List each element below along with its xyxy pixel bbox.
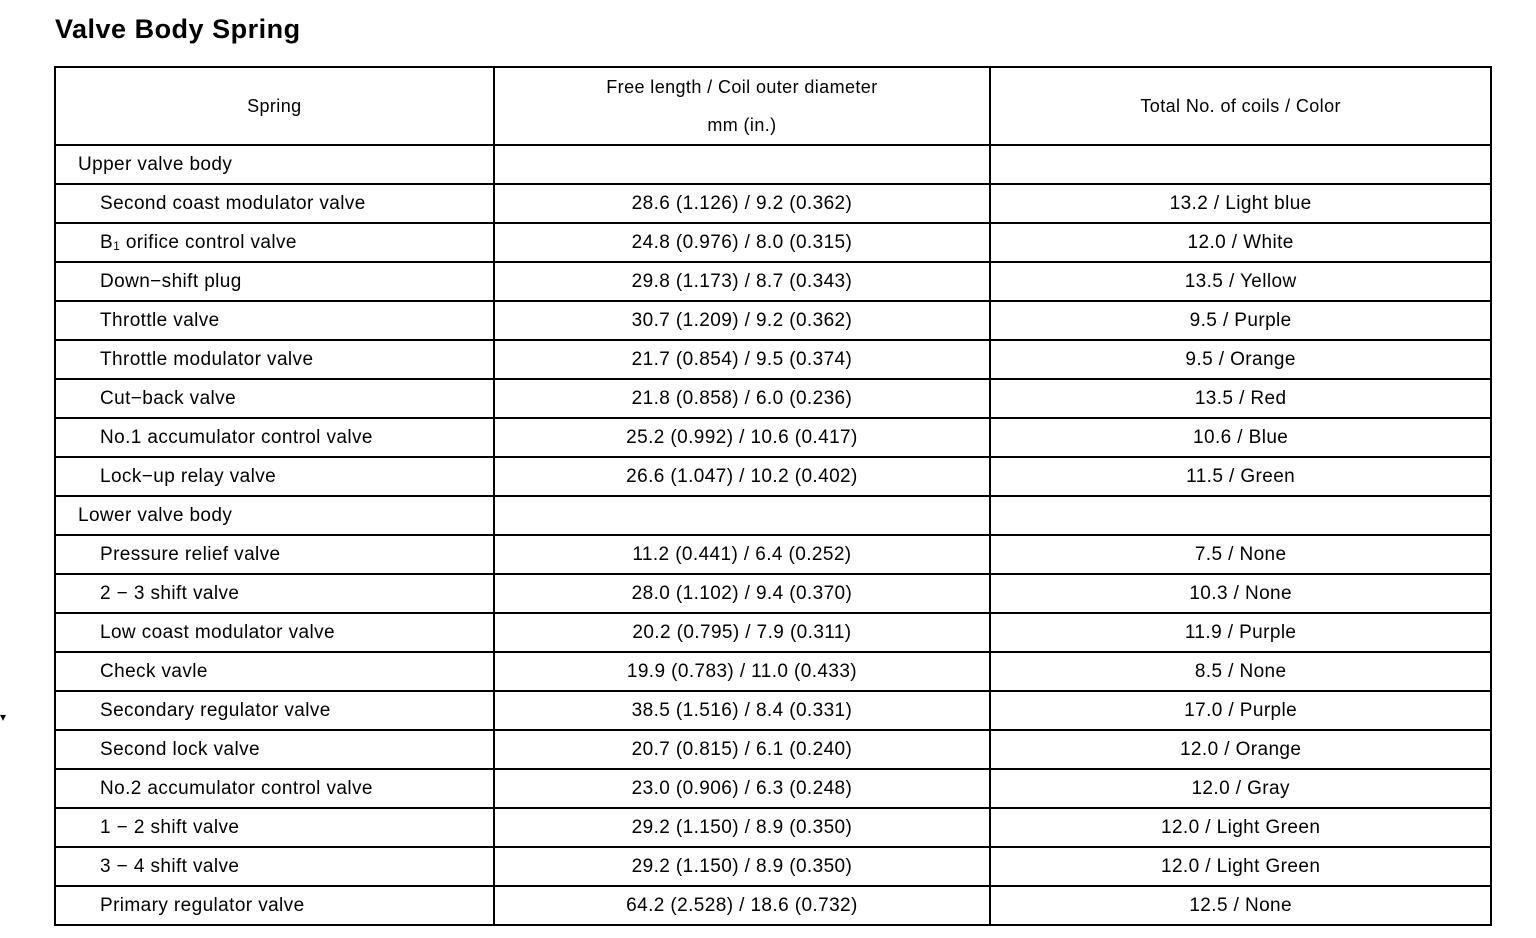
table-row [55,808,1491,847]
table-row [55,769,1491,808]
empty-cell [990,145,1491,184]
table-group-row [55,145,1491,184]
valve-body-spring-table [54,66,1492,926]
column-header-free-length [494,67,991,145]
table-group-row [55,496,1491,535]
spring-name-cell: 3 − 4 shift valve [55,847,494,886]
empty-cell [494,145,991,184]
free-length-cell: 29.8 (1.173) / 8.7 (0.343) [494,262,991,301]
spring-name-suffix: orifice control valve [120,231,297,253]
spring-name-cell: Primary regulator valve [55,886,494,925]
spring-name-cell: No.1 accumulator control valve [55,418,494,457]
spring-name-cell: Second lock valve [55,730,494,769]
table-row [55,652,1491,691]
column-header-free-length-line1: Free length / Coil outer diameter [606,77,878,97]
coils-color-cell: 12.0 / Gray [990,769,1491,808]
spring-name-cell: Cut−back valve [55,379,494,418]
table-row [55,184,1491,223]
spring-name-cell: 1 − 2 shift valve [55,808,494,847]
table-row [55,340,1491,379]
free-length-cell: 38.5 (1.516) / 8.4 (0.331) [494,691,991,730]
free-length-cell: 64.2 (2.528) / 18.6 (0.732) [494,886,991,925]
free-length-cell: 19.9 (0.783) / 11.0 (0.433) [494,652,991,691]
table-row [55,262,1491,301]
coils-color-cell: 8.5 / None [990,652,1491,691]
table-row [55,535,1491,574]
spring-name-cell: Second coast modulator valve [55,184,494,223]
table-row [55,223,1491,262]
free-length-cell: 25.2 (0.992) / 10.6 (0.417) [494,418,991,457]
empty-cell [990,496,1491,535]
spring-name-cell: No.2 accumulator control valve [55,769,494,808]
table-row [55,730,1491,769]
coils-color-cell: 10.6 / Blue [990,418,1491,457]
free-length-cell: 29.2 (1.150) / 8.9 (0.350) [494,847,991,886]
spring-name-cell: Throttle modulator valve [55,340,494,379]
coils-color-cell: 12.0 / White [990,223,1491,262]
coils-color-cell: 11.5 / Green [990,457,1491,496]
table-row [55,613,1491,652]
spring-name-subscript: 1 [113,238,121,253]
spring-name-cell: Check vavle [55,652,494,691]
group-label: Upper valve body [55,145,494,184]
table-body [55,145,1491,925]
table-row [55,847,1491,886]
table-row [55,418,1491,457]
free-length-cell: 23.0 (0.906) / 6.3 (0.248) [494,769,991,808]
margin-mark: ▾ [0,710,7,724]
spring-name-cell: Lock−up relay valve [55,457,494,496]
empty-cell [494,496,991,535]
free-length-cell: 28.0 (1.102) / 9.4 (0.370) [494,574,991,613]
spring-name-cell: Pressure relief valve [55,535,494,574]
coils-color-cell: 9.5 / Orange [990,340,1491,379]
free-length-cell: 30.7 (1.209) / 9.2 (0.362) [494,301,991,340]
coils-color-cell: 13.2 / Light blue [990,184,1491,223]
free-length-cell: 20.2 (0.795) / 7.9 (0.311) [494,613,991,652]
coils-color-cell: 13.5 / Red [990,379,1491,418]
table-row [55,574,1491,613]
free-length-cell: 26.6 (1.047) / 10.2 (0.402) [494,457,991,496]
spring-name-prefix: B [100,231,114,253]
spring-name-cell: Low coast modulator valve [55,613,494,652]
coils-color-cell: 9.5 / Purple [990,301,1491,340]
table-header-row [55,67,1491,145]
spring-name-cell [55,223,494,262]
column-header-free-length-line2: mm (in.) [707,115,777,135]
table-row [55,457,1491,496]
free-length-cell: 21.8 (0.858) / 6.0 (0.236) [494,379,991,418]
spring-name-cell: Secondary regulator valve [55,691,494,730]
page-title: Valve Body Spring [55,14,301,44]
table-row [55,886,1491,925]
column-header-spring: Spring [55,67,494,145]
coils-color-cell: 12.0 / Orange [990,730,1491,769]
spring-name-cell: Down−shift plug [55,262,494,301]
table-row [55,379,1491,418]
coils-color-cell: 13.5 / Yellow [990,262,1491,301]
coils-color-cell: 12.0 / Light Green [990,847,1491,886]
free-length-cell: 28.6 (1.126) / 9.2 (0.362) [494,184,991,223]
free-length-cell: 20.7 (0.815) / 6.1 (0.240) [494,730,991,769]
free-length-cell: 24.8 (0.976) / 8.0 (0.315) [494,223,991,262]
free-length-cell: 21.7 (0.854) / 9.5 (0.374) [494,340,991,379]
coils-color-cell: 11.9 / Purple [990,613,1491,652]
coils-color-cell: 17.0 / Purple [990,691,1491,730]
coils-color-cell: 12.0 / Light Green [990,808,1491,847]
free-length-cell: 11.2 (0.441) / 6.4 (0.252) [494,535,991,574]
coils-color-cell: 12.5 / None [990,886,1491,925]
spring-name-cell: 2 − 3 shift valve [55,574,494,613]
coils-color-cell: 10.3 / None [990,574,1491,613]
spring-name-cell: Throttle valve [55,301,494,340]
coils-color-cell: 7.5 / None [990,535,1491,574]
column-header-coils-color: Total No. of coils / Color [990,67,1491,145]
group-label: Lower valve body [55,496,494,535]
table-row [55,301,1491,340]
table-row [55,691,1491,730]
free-length-cell: 29.2 (1.150) / 8.9 (0.350) [494,808,991,847]
